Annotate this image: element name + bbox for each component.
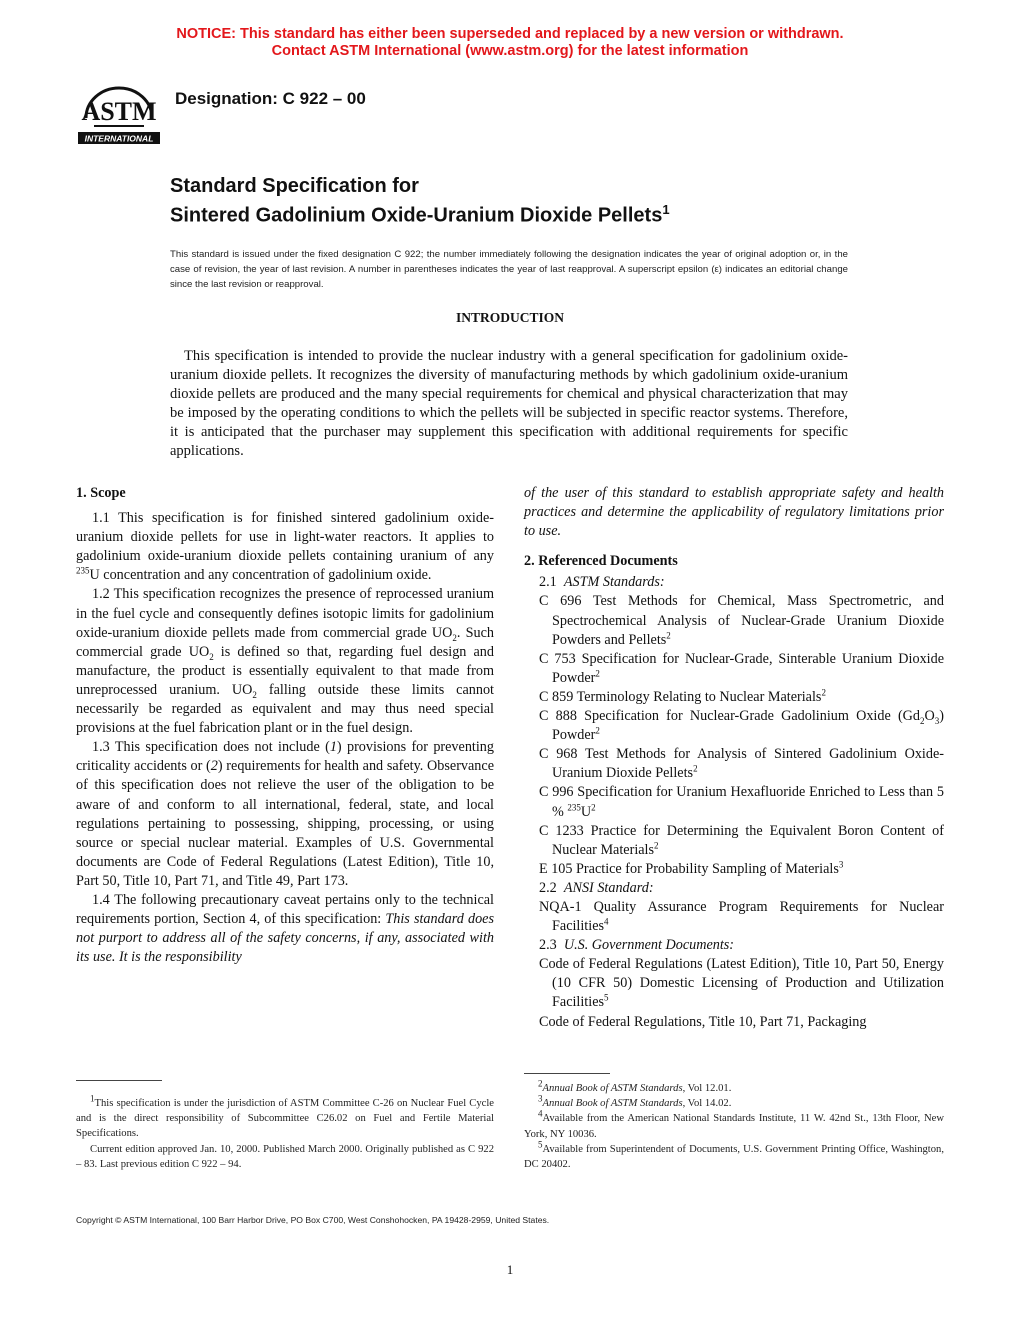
right-column bbox=[524, 484, 944, 1032]
section-2-3: 2.3 U.S. Government Documents: bbox=[539, 937, 735, 954]
footnote-rule-right bbox=[524, 1073, 610, 1074]
ref-cfr-part-71: Code of Federal Regulations, Title 10, Part 71, Packaging bbox=[539, 1013, 867, 1030]
withdrawal-notice bbox=[0, 26, 1020, 60]
ref-c968: C 968 Test Methods for Analysis of Sintered Gadolinium Oxide-Uranium Dioxide Pellets$^2$ bbox=[539, 746, 944, 782]
footnote-1-edition: Current edition approved Jan. 10, 2000. Published March 2000. Originally published as C 922 – 83. Last previous edition C 922 – 94. bbox=[76, 1143, 494, 1170]
ref-e105: E 105 Practice for Probability Sampling of Materials$^3$ bbox=[539, 859, 844, 877]
title-line-1: Standard Specification for bbox=[170, 175, 419, 197]
referenced-documents-heading: 2. Referenced Documents bbox=[524, 553, 678, 570]
footnote-4: $^4$Available from the American National Standards Institute, 11 W. 42nd St., 13th Floor, New York, NY 10036. bbox=[524, 1108, 944, 1140]
section-2-1: 2.1 ASTM Standards: bbox=[539, 574, 665, 591]
introduction-heading: INTRODUCTION bbox=[455, 310, 564, 325]
ref-c888: C 888 Specification for Nuclear-Grade Gadolinium Oxide $(Gd_2O_3)$ Powder$^2$ bbox=[539, 708, 944, 744]
scope-1-2: 1.2 This specification recognizes the presence of reprocessed uranium in the fuel cycle and consequently defines isotopic limits for gadolinium oxide-uranium dioxide pellets made from commercial grade $UO_2$. Such commercial grade $UO_2$ is defined so that, regarding fuel design and manufacture, the product is essentially equivalent to that made from unreprocessed uranium. $UO_2$ falling outside these limits cannot necessarily be regarded as equivalent and may thus need special provisions at the fuel fabrication plant or in the fuel design. bbox=[76, 586, 494, 737]
logo-text: ASTM bbox=[81, 97, 157, 126]
title-footnote-mark: 1 bbox=[662, 202, 670, 217]
section-2-2: 2.2 ANSI Standard: bbox=[539, 879, 654, 896]
logo-subtext: INTERNATIONAL bbox=[84, 133, 154, 144]
scope-1-1: 1.1 This specification is for finished sintered gadolinium oxide-uranium dioxide pellets for use in light-water reactors. It applies to gadolinium oxide-uranium dioxide pellets containing uranium of any $^{235}$U concentration and any concentration of gadolinium oxide. bbox=[76, 510, 494, 584]
scope-1-4-continued: of the user of this standard to establish appropriate safety and health practices and determine the applicability of regulatory limitations prior to use. bbox=[524, 485, 944, 540]
notice-line-2: Contact ASTM International (www.astm.org) for the latest information bbox=[271, 43, 749, 59]
footnote-rule-left bbox=[76, 1080, 162, 1081]
ref-c753: C 753 Specification for Nuclear-Grade, Sinterable Uranium Dioxide Powder$^2$ bbox=[539, 650, 944, 686]
ref-nqa1: NQA-1 Quality Assurance Program Requirements for Nuclear Facilities$^4$ bbox=[539, 898, 944, 935]
ref-c1233: C 1233 Practice for Determining the Equivalent Boron Content of Nuclear Materials$^2$ bbox=[539, 822, 944, 858]
footnote-3: $^3$Annual Book of ASTM Standards, Vol 14.02. bbox=[538, 1093, 732, 1110]
ref-c996: C 996 Specification for Uranium Hexafluoride Enriched to Less than 5 % $^{235}U^2$ bbox=[539, 784, 944, 820]
scope-1-3: 1.3 This specification does not include (1) provisions for preventing criticality accidents or (2) requirements for health and safety. Observance of this specification does not relieve the user of the obligation to be aware of and conform to all international, federal, state, and local regulations pertaining to possessing, shipping, processing, or using source or special nuclear material. Examples of U.S. Governmental documents are Code of Federal Regulations (Latest Edition), Title 10, Part 50, Title 10, Part 71, and Title 49, Part 173. bbox=[76, 739, 494, 889]
ref-c859: C 859 Terminology Relating to Nuclear Materials$^2$ bbox=[539, 687, 826, 705]
designation: Designation: C 922 – 00 bbox=[175, 89, 366, 108]
ref-cfr-part-50: Code of Federal Regulations (Latest Edition), Title 10, Part 50, Energy (10 CFR 50) Domestic Licensing of Production and Utilization Facilities$^5$ bbox=[539, 956, 944, 1011]
footnote-2: $^2$Annual Book of ASTM Standards, Vol 12.01. bbox=[538, 1078, 732, 1094]
footnote-5: $^5$Available from Superintendent of Documents, U.S. Government Printing Office, Washington, DC 20402. bbox=[524, 1139, 944, 1171]
footnotes-right bbox=[524, 1078, 944, 1172]
scope-1-4: 1.4 The following precautionary caveat pertains only to the technical requirements portion, Section 4, of this specification: This standard does not purport to address all of the safety concerns, if any, associated with its use. It is the responsibility bbox=[76, 891, 494, 966]
introduction-text: This specification is intended to provide the nuclear industry with a general specification for gadolinium oxide-uranium dioxide pellets. It recognizes the diversity of manufacturing methods by which gadolinium oxide-uranium dioxide pellets are produced and the many special requirements for chemical and physical characterization that may be imposed by the operating conditions to which the pellets will be subjected in specific reactor systems. Therefore, it is anticipated that the purchaser may supplement this specification with additional requirements for specific applications. bbox=[170, 348, 848, 459]
page-number: 1 bbox=[506, 1262, 514, 1277]
document-title bbox=[170, 174, 670, 228]
footnotes-left bbox=[76, 1093, 494, 1172]
copyright-line: Copyright © ASTM International, 100 Barr Harbor Drive, PO Box C700, West Conshohocken, PA 19428-2959, United States. bbox=[76, 1215, 550, 1225]
issued-note: This standard is issued under the fixed designation C 922; the number immediately following the designation indicates the year of original adoption or, in the case of revision, the year of last revision. A number in parentheses indicates the year of last reapproval. A superscript epsilon (ε) indicates an editorial change since the last revision or reapproval. bbox=[170, 249, 848, 290]
notice-line-1: NOTICE: This standard has either been superseded and replaced by a new version or withdrawn. bbox=[176, 26, 844, 42]
footnote-1: $^1$This specification is under the jurisdiction of ASTM Committee C-26 on Nuclear Fuel Cycle and is the direct responsibility of Subcommittee C26.02 on Fuel and Fertile Material Specifications. bbox=[76, 1093, 494, 1140]
ref-c696: C 696 Test Methods for Chemical, Mass Spectrometric, and Spectrochemical Analysis of Nuclear-Grade Uranium Dioxide Powders and Pellets$^2$ bbox=[539, 593, 944, 648]
scope-heading: 1. Scope bbox=[76, 485, 126, 501]
title-line-2: Sintered Gadolinium Oxide-Uranium Dioxide Pellets bbox=[170, 204, 663, 227]
astm-logo bbox=[76, 76, 162, 148]
left-column bbox=[76, 484, 494, 967]
